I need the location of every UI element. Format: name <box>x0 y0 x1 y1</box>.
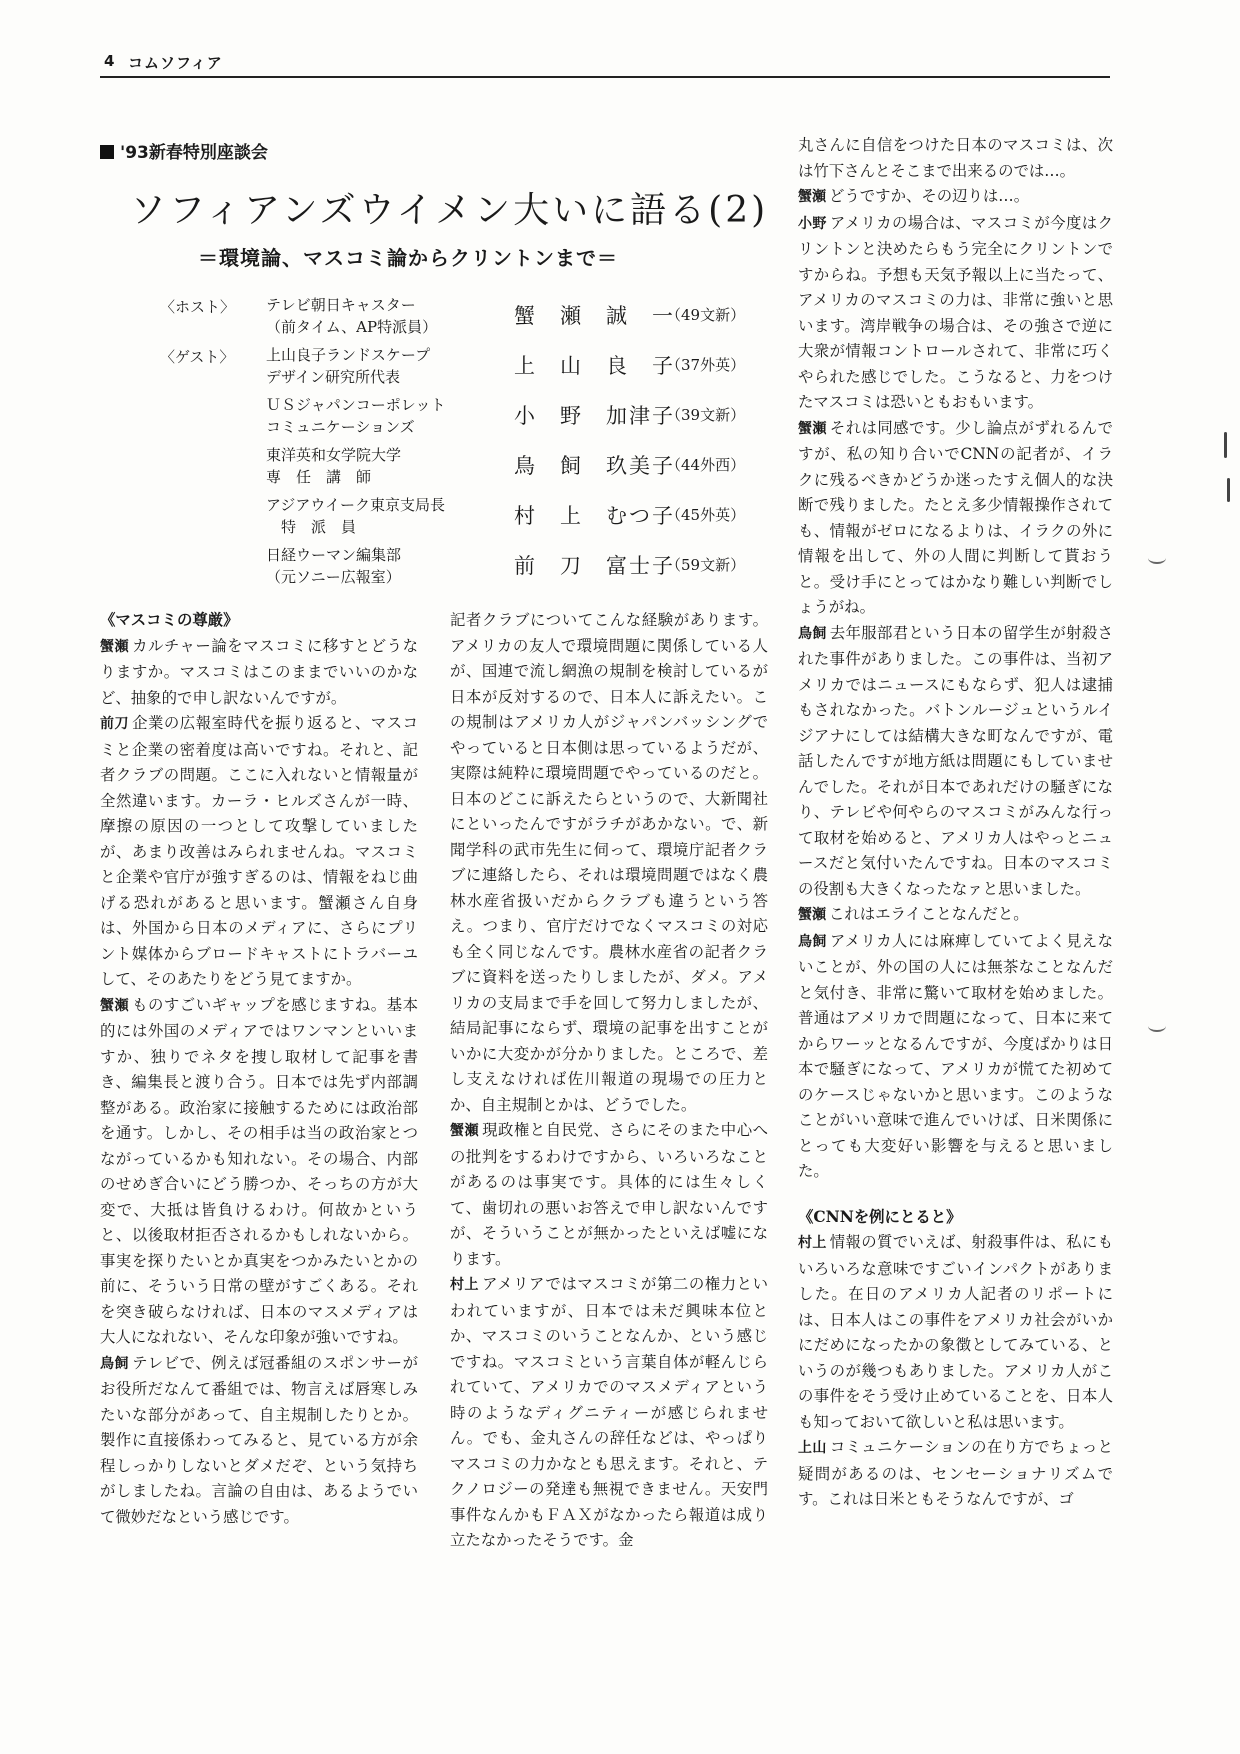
punch-hole-mark <box>1148 552 1166 564</box>
speaker-name: 鳥飼 <box>100 1355 130 1372</box>
participant-affiliation: テレビ朝日キャスター （前タイム、AP特派員） <box>266 296 438 336</box>
dialogue-paragraph <box>798 621 1113 903</box>
dialogue-paragraph <box>798 211 1113 416</box>
speech-text: 企業の広報室時代を振り返ると、マスコミと企業の密着度は高いですね。それと、記者クラブの問題。ここに入れないと情報量が全然違います。カーラ・ヒルズさんが一時、摩擦の原因の一つとして攻撃していましたが、あまり改善はみられませんね。マスコミと企業や官庁が強すぎるのは、情報をねじ曲げる恐れがあると思います。蟹瀬さん自身は、外国から日本のメディアに、さらにプリント媒体からブロードキャストにトラバーユして、そのあたりをどう見てますか。 <box>100 714 418 988</box>
speaker-name: 前刀 <box>100 716 130 732</box>
participant-name: 鳥 飼 玖美子 <box>514 454 675 478</box>
speech-text: 丸さんに自信をつけた日本のマスコミは、次は竹下さんとそこまで出来るのでは…。 <box>798 136 1113 180</box>
running-header <box>100 50 1110 78</box>
speaker-name: 蟹瀬 <box>450 1123 480 1139</box>
participant-name: 村 上 むつ子 <box>514 504 675 528</box>
speech-text: 現政権と自民党、さらにそのまた中心への批判をするわけですから、いろいろなことがあるのは事実です。具体的には生々しくて、歯切れの悪いお答えで申し訳ないんですが、そういうことが無かったといえば嘘になります。 <box>450 1121 768 1268</box>
participant-class: （59文新） <box>666 556 746 574</box>
participant-class: （45外英） <box>666 506 746 524</box>
participant-affiliation: 日経ウーマン編集部 （元ソニー広報室） <box>266 546 402 586</box>
dialogue-paragraph <box>100 634 418 712</box>
section-gap <box>798 1185 1113 1205</box>
dialogue-paragraph <box>450 1272 768 1554</box>
article-subtitle: ＝環境論、マスコミ論からクリントンまで＝ <box>198 246 618 270</box>
dialogue-paragraph <box>798 1435 1113 1513</box>
speaker-name: 蟹瀬 <box>100 638 130 655</box>
text-column-3 <box>798 133 1113 1513</box>
speaker-name: 村上 <box>798 1235 827 1251</box>
speaker-name: 村上 <box>450 1277 480 1293</box>
section-heading: 《マスコミの尊厳》 <box>100 611 239 629</box>
speech-text: カルチャー論をマスコミに移すとどうなりますか。マスコミはこのままでいいのかなど、抽象的で申し訳ないんですが。 <box>100 636 419 707</box>
dialogue-paragraph <box>100 711 418 993</box>
participant-class: （49文新） <box>666 306 746 324</box>
speech-text: アメリカの場合は、マスコミが今度はクリントンと決めたらもう完全にクリントンですからね。予想も天気予報以上に当たって、アメリカのマスコミの力は、非常に強いと思います。湾岸戦争の場合は、その強さで逆に大衆が情報コントロールされて、非常に巧くやられた感じでした。こうなると、力をつけたマスコミは恐いともおもいます。 <box>798 213 1113 411</box>
series-text: '93新春特別座談会 <box>120 143 268 163</box>
section-heading: 《CNNを例にとると》 <box>798 1207 962 1226</box>
participant-roster <box>160 292 755 592</box>
speech-text: アメリカ人には麻痺していてよく見えないことが、外の国の人には無茶なことなんだと気付き、非常に驚いて取材を始めました。普通はアメリカで問題になって、日本に来てからワーッとなるんですが、今度ばかりは日本で騒ぎになって、アメリカが慌てた初めてのケースじゃないかと思います。このようなことがいい意味で進んでいけば、日米関係にとっても大変好い影響を与えると思いました。 <box>798 931 1113 1180</box>
participant-name: 蟹 瀬 誠 一 <box>514 304 675 328</box>
speech-text: テレビで、例えば冠番組のスポンサーがお役所だなんて番組では、物言えば唇寒しみたいな部分があって、自主規制したりとか。製作に直接係わってみると、見ている方が余程しっかりしないとダメだぞ、という気持ちがしましたね。言論の自由は、あるようでいて微妙だなという感じです。 <box>100 1353 419 1526</box>
speaker-name: 上山 <box>798 1440 827 1456</box>
participant-role: 〈ホスト〉 <box>160 298 236 316</box>
speech-text: 記者クラブについてこんな経験があります。アメリカの友人で環境問題に関係している人が、国連で流し網漁の規制を検討しているが日本が反対するので、日本人に訴えたい。この規制はアメリカ人がジャパンバッシングでやっていると日本側は思っているようだが、実際は純粋に環境問題でやっているのだと。日本のどこに訴えたらというので、大新聞社にといったんですがラチがあかない。で、新聞学科の武市先生に伺って、環境庁記者クラブに連絡したら、それは環境問題ではなく農林水産省扱いだからクラブも違うという答え。つまり、官庁だけでなくマスコミの対応も全く同じなんです。農林水産省の記者クラブに資料を送ったりしましたが、ダメ。アメリカの支局まで手を回して努力しましたが、結局記事にならず、環境の記事を出すことがいかに大変かが分かりました。ところで、差し支えなければ佐川報道の現場での圧力とか、自主規制とかは、どうでした。 <box>450 611 768 1114</box>
speech-text: どうですか、その辺りは…。 <box>829 187 1030 205</box>
participant-class: （44外西） <box>666 456 746 474</box>
binding-mark <box>1224 432 1227 458</box>
square-bullet-icon <box>100 145 114 159</box>
speaker-name: 鳥飼 <box>798 625 827 642</box>
participant-role: 〈ゲスト〉 <box>160 348 235 366</box>
speaker-name: 鳥飼 <box>798 933 827 950</box>
dialogue-paragraph <box>798 1230 1113 1435</box>
participant-row <box>160 292 755 342</box>
participant-row <box>160 542 755 592</box>
speech-text: これはエライことなんだと。 <box>829 905 1029 923</box>
participant-row <box>160 492 755 542</box>
speaker-name: 小野 <box>798 215 827 232</box>
speaker-name: 蟹瀬 <box>798 420 827 437</box>
participant-row <box>160 442 755 492</box>
article-title: ソフィアンズウイメン大いに語る(2) <box>130 190 769 231</box>
speech-text: 情報の質でいえば、射殺事件は、私にもいろいろな意味ですごいインパクトがありました。在日のアメリカ人記者のリポートには、日本人はこの事件をアメリカ社会がいかにだめになったかの象徴としてみている、というのが幾つもありました。アメリカ人がこの事件をそう受け止めていることを、日本人も知っておいて欲しいと私は思います。 <box>798 1233 1113 1431</box>
participant-class: （39文新） <box>666 406 746 424</box>
participant-name: 上 山 良 子 <box>514 354 675 378</box>
speech-text: それは同感です。少し論点がずれるんですが、私の知り合いでCNNの記者が、イラクに残るべきかどうか迷ったすえ個人的な決断で残りました。たとえ多少情報操作されても、情報がゼロになるよりは、イラクの外に情報を出して、外の人間に判断して貰おうと。受け手にとってはかなり難しい判断でしょうがね。 <box>798 418 1114 616</box>
page-number: 4 <box>104 52 115 70</box>
dialogue-paragraph <box>798 902 1113 929</box>
speaker-name: 蟹瀬 <box>798 907 826 923</box>
participant-affiliation: アジアウイーク東京支局長 特 派 員 <box>266 496 445 536</box>
dialogue-paragraph <box>450 608 768 1118</box>
magazine-name: コムソフィア <box>128 54 223 72</box>
speech-text: 去年服部君という日本の留学生が射殺された事件がありました。この事件は、当初アメリカではニュースにもならず、犯人は逮捕もされなかった。バトンルージュというルイジアナにしては結構大きな町なんですが、電話したんですが地方紙は問題にもしていませんでした。それが日本であれだけの騒ぎになり、テレビや何やらのマスコミがみんな行って取材を始めると、アメリカ人はやっとニュースだと気付いたんですね。日本のマスコミの役割も大きくなったなァと思いました。 <box>798 623 1113 898</box>
speech-text: ものすごいギャップを感じますね。基本的には外国のメディアではワンマンといいますか、独りでネタを捜し取材して記事を書き、編集長と渡り合う。日本では先ず内部調整がある。政治家に接触するためには政治部を通す。しかし、その相手は当の政治家とつながっているかも知れない。その場合、内部のせめぎ合いにどう勝つか、そっちの方が大変で、大抵は皆負けるわけ。何故かというと、以後取材拒否されるかもしれないから。事実を探りたいとか真実をつかみたいとかの前に、そういう日常の壁がすごくある。それを突き破らなければ、日本のマスメディアは大人になれない、そんな印象が強いですね。 <box>100 995 418 1346</box>
text-column-1 <box>100 608 418 1530</box>
dialogue-paragraph <box>798 184 1113 211</box>
speech-text: コミュニケーションの在り方でちょっと疑問があるのは、センセーショナリズムです。これは日米ともそうなんですが、ゴ <box>798 1438 1114 1508</box>
participant-row <box>160 392 755 442</box>
binding-mark <box>1227 478 1230 502</box>
speaker-name: 蟹瀬 <box>798 189 826 205</box>
participant-affiliation: 東洋英和女学院大学 専 任 講 師 <box>266 446 402 486</box>
dialogue-paragraph <box>798 133 1113 184</box>
speaker-name: 蟹瀬 <box>100 997 130 1014</box>
participant-name: 前 刀 富士子 <box>514 554 675 578</box>
participant-name: 小 野 加津子 <box>514 404 675 428</box>
text-column-2 <box>450 608 768 1554</box>
dialogue-paragraph <box>450 1118 768 1272</box>
speech-text: アメリアではマスコミが第二の権力といわれていますが、日本では未だ興味本位とか、マスコミのいうことなんか、という感じですね。マスコミという言葉自体が軽んじられていて、アメリカでのマスメディアという時のようなディグニティーが感じられません。でも、金丸さんの辞任などは、やっぱりマスコミの力かなとも思えます。それと、テクノロジーの発達も無視できません。天安門事件なんかもＦＡＸがなかったら報道は成り立たなかったそうです。金 <box>450 1275 769 1549</box>
series-label <box>100 138 268 163</box>
participant-class: （37外英） <box>666 356 746 374</box>
dialogue-paragraph <box>798 416 1113 621</box>
participant-affiliation: ＵＳジャパンコーポレット コミュニケーションズ <box>266 396 446 436</box>
dialogue-paragraph <box>798 929 1113 1185</box>
participant-row <box>160 342 755 392</box>
dialogue-paragraph <box>100 993 418 1351</box>
participant-affiliation: 上山良子ランドスケープ デザイン研究所代表 <box>266 346 431 386</box>
punch-hole-mark <box>1148 1020 1166 1032</box>
dialogue-paragraph <box>100 1351 418 1531</box>
